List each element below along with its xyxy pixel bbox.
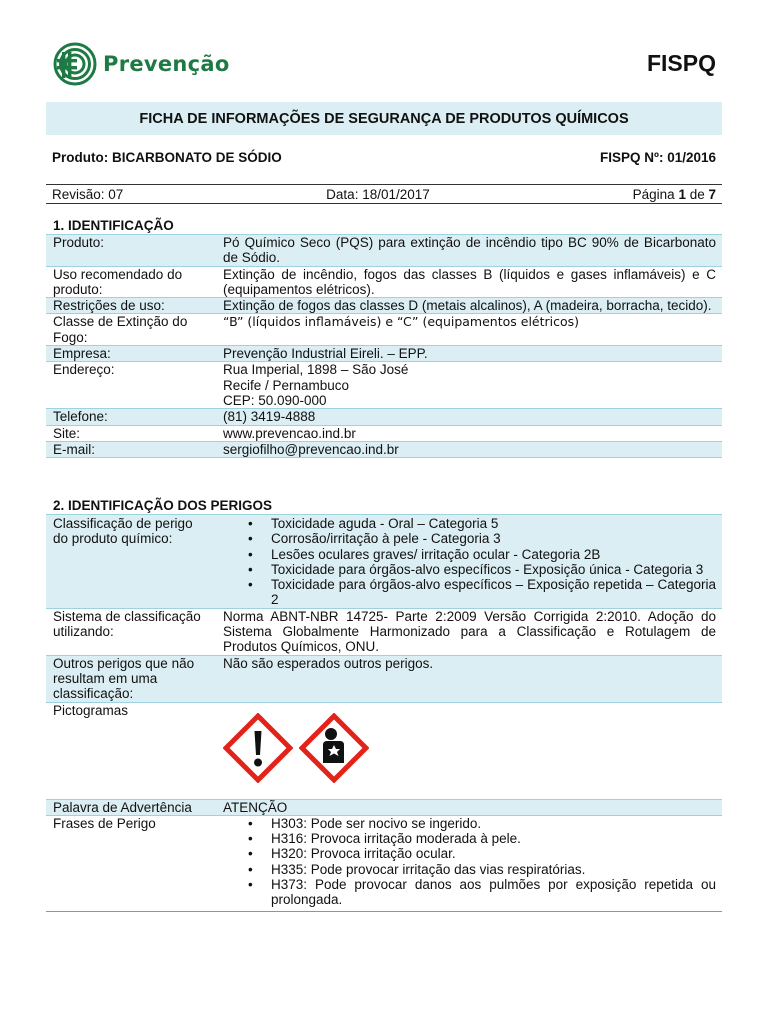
- table-row: [46, 362, 722, 409]
- hazard-phrases-cell: [216, 815, 722, 911]
- document-banner: [46, 102, 722, 135]
- address-street: Rua Imperial, 1898 – São José: [223, 362, 409, 378]
- header-divider-top: [46, 184, 722, 185]
- fispq-number: FISPQ Nº: 01/2016: [600, 150, 716, 165]
- table-row: [46, 655, 722, 702]
- company-logo: [53, 42, 230, 86]
- prevencao-logo-icon: [53, 42, 97, 86]
- row-value: Pó Químico Seco (PQS) para extinção de incêndio tipo BC 90% de Bicarbonato de Sódio.: [216, 235, 722, 267]
- signal-word: ATENÇÃO: [216, 799, 722, 815]
- address-value: [216, 362, 722, 409]
- pictograms: [223, 703, 716, 799]
- list-item: • Toxicidade para órgãos-alvo específicos - Exposição única - Categoria 3: [271, 562, 716, 577]
- table-row: [46, 815, 722, 911]
- section-2-title: 2. IDENTIFICAÇÃO DOS PERIGOS: [53, 498, 273, 513]
- table-row: [46, 515, 722, 609]
- list-item: • H373: Pode provocar danos aos pulmões por exposição repetida ou prolongada.: [271, 877, 716, 908]
- row-value: Extinção de fogos das classes D (metais alcalinos), A (madeira, borracha, tecido).: [216, 298, 722, 314]
- row-label: Empresa:: [46, 346, 216, 362]
- row-label: Frases de Perigo: [46, 815, 216, 911]
- list-item: • Toxicidade aguda - Oral – Categoria 5: [271, 516, 716, 531]
- row-label: Palavra de Advertência: [46, 799, 216, 815]
- table-row: [46, 441, 722, 457]
- classification-list-cell: [216, 515, 722, 609]
- revision-date: Data: 18/01/2017: [326, 187, 430, 202]
- address-cep: CEP: 50.090-000: [223, 392, 327, 408]
- row-label: Endereço:: [46, 362, 216, 409]
- revision: Revisão: 07: [52, 187, 124, 202]
- page-number: Página 1 de 7: [632, 187, 716, 202]
- list-item: • H303: Pode ser nocivo se ingerido.: [271, 816, 716, 831]
- table-row: [46, 425, 722, 441]
- row-label: Sistema de classificação utilizando:: [46, 608, 216, 655]
- product-line: [52, 150, 716, 165]
- table-row: [46, 298, 722, 314]
- pictograms-cell: [216, 702, 722, 799]
- row-label: Classificação de perigo do produto químico:: [46, 515, 216, 609]
- row-label: Uso recomendado do produto:: [46, 266, 216, 298]
- list-item: • H316: Provoca irritação moderada à pele.: [271, 831, 716, 846]
- logo-text: Prevenção: [103, 52, 230, 76]
- revision-line: [52, 187, 716, 202]
- row-value: “B” (líquidos inflamáveis) e “C” (equipamentos elétricos): [216, 314, 722, 346]
- table-row: [46, 314, 722, 346]
- row-value: Extinção de incêndio, fogos das classes B (líquidos e gases inflamáveis) e C (equipamentos elétricos).: [216, 266, 722, 298]
- list-item: • Lesões oculares graves/ irritação ocular - Categoria 2B: [271, 547, 716, 562]
- table-row: [46, 409, 722, 425]
- health-hazard-pictogram-icon: [299, 713, 369, 783]
- hazards-table: [46, 514, 722, 912]
- table-row: [46, 702, 722, 799]
- list-item: • Corrosão/irritação à pele - Categoria 3: [271, 531, 716, 546]
- classification-list: [223, 516, 716, 608]
- row-label: Pictogramas: [46, 702, 216, 799]
- address-city: Recife / Pernambuco: [223, 377, 350, 393]
- table-row: [46, 608, 722, 655]
- website-link[interactable]: www.prevencao.ind.br: [216, 425, 722, 441]
- row-label: Restrições de uso:: [46, 298, 216, 314]
- row-label: Outros perigos que não resultam em uma classificação:: [46, 655, 216, 702]
- row-value: Não são esperados outros perigos.: [216, 655, 722, 702]
- row-value: Prevenção Industrial Eireli. – EPP.: [216, 346, 722, 362]
- header-divider-bottom: [46, 203, 722, 204]
- exclamation-mark-pictogram-icon: [223, 713, 293, 783]
- identification-table: [46, 234, 722, 458]
- table-row: [46, 235, 722, 267]
- table-row: [46, 266, 722, 298]
- banner-title: FICHA DE INFORMAÇÕES DE SEGURANÇA DE PRODUTOS QUÍMICOS: [139, 110, 629, 127]
- section-1-title: 1. IDENTIFICAÇÃO: [53, 218, 174, 233]
- table-row: [46, 799, 722, 815]
- row-value: (81) 3419-4888: [216, 409, 722, 425]
- table-row: [46, 346, 722, 362]
- product-name: Produto: BICARBONATO DE SÓDIO: [52, 150, 282, 165]
- row-value: Norma ABNT-NBR 14725- Parte 2:2009 Versão Corrigida 2:2010. Adoção do Sistema Globalmente Harmonizado para a Classificação e Rotulagem de Produtos Químicos, ONU.: [216, 608, 722, 655]
- list-item: • H335: Pode provocar irritação das vias respiratórias.: [271, 862, 716, 877]
- row-label: Telefone:: [46, 409, 216, 425]
- row-label: Site:: [46, 425, 216, 441]
- list-item: • Toxicidade para órgãos-alvo específicos – Exposição repetida – Categoria 2: [271, 577, 716, 608]
- hazard-phrases-list: [223, 816, 716, 908]
- row-label: E-mail:: [46, 441, 216, 457]
- list-item: • H320: Provoca irritação ocular.: [271, 846, 716, 861]
- row-label: Produto:: [46, 235, 216, 267]
- row-label: Classe de Extinção do Fogo:: [46, 314, 216, 346]
- document-code: FISPQ: [646, 50, 716, 76]
- email-link[interactable]: sergiofilho@prevencao.ind.br: [216, 441, 722, 457]
